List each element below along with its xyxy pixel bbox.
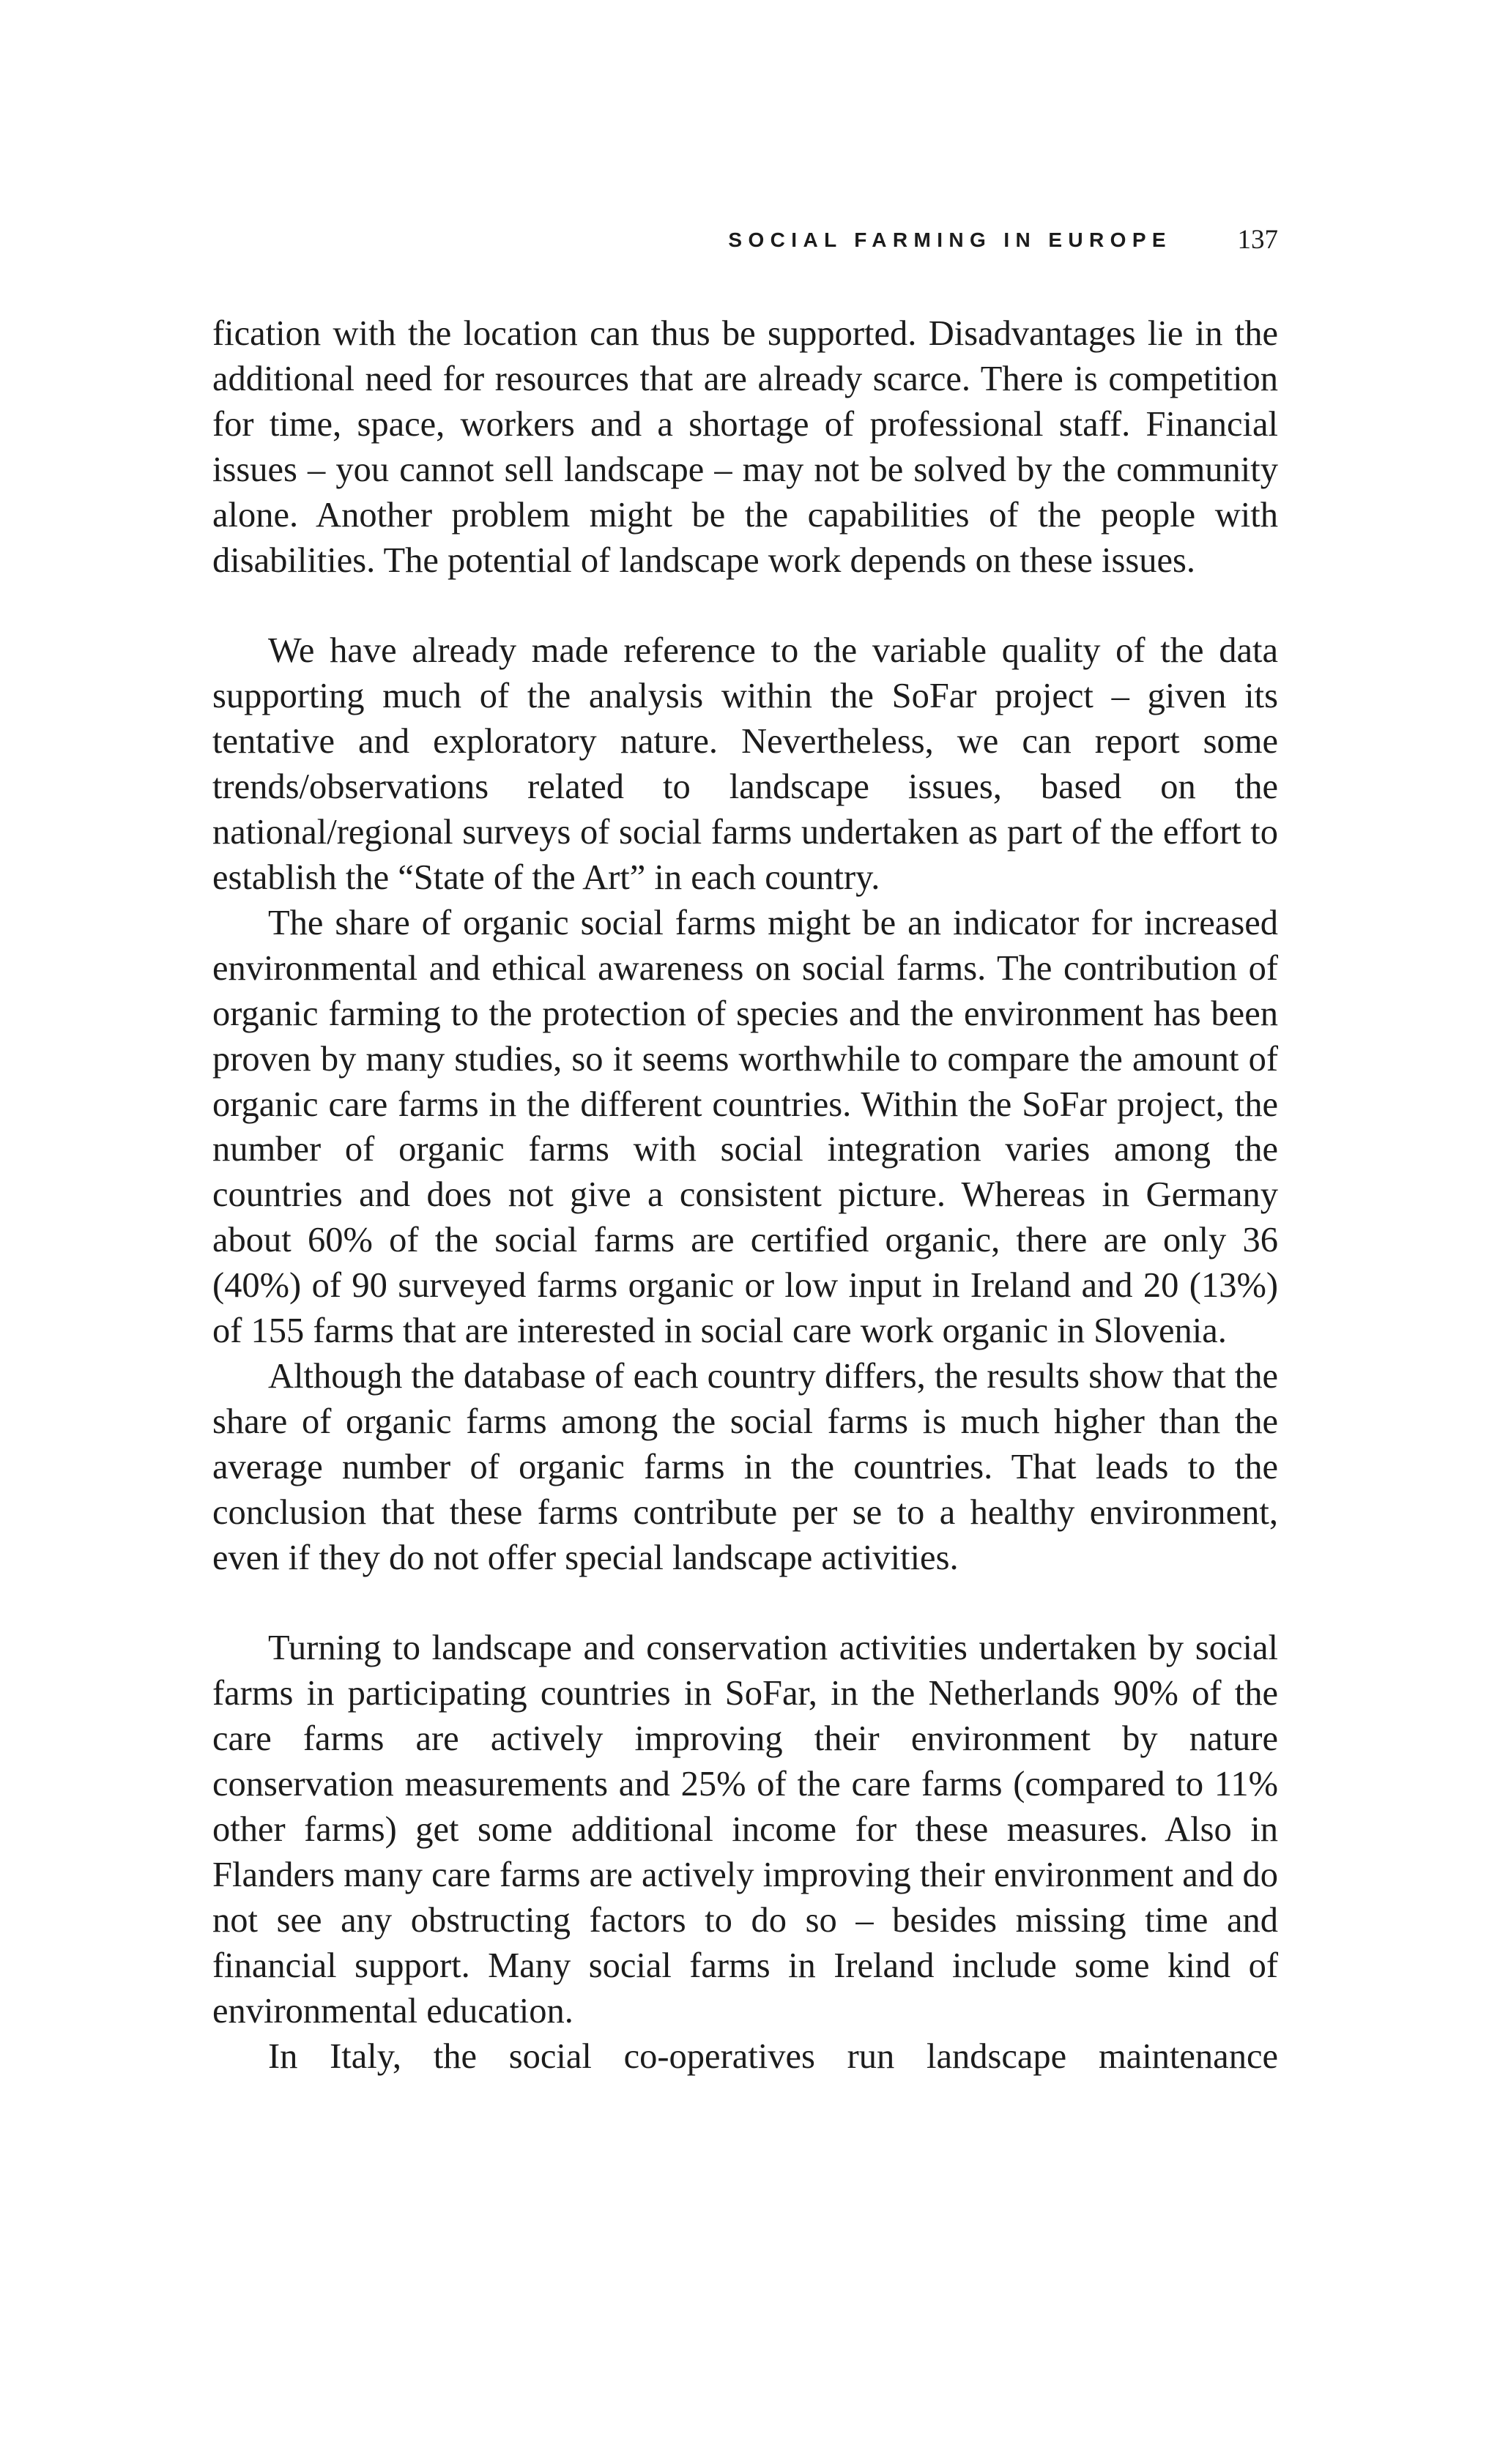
- paragraph: Although the database of each country differs, the results show that the share of organic farms among the social farms is much higher than the average number of organic farms in the countries. That leads to the conclusion that these farms contribute per se to a healthy environment, even if they do not offer special landscape activities.: [212, 1356, 1278, 1577]
- page-number: 137: [1237, 225, 1278, 255]
- body-text: [212, 311, 1278, 2080]
- paragraph-continued: fication with the location can thus be supported. Disadvantages lie in the additional need for resources that are already scarce. There is competition for time, space, workers and a shortage of professional staff. Financial issues – you cannot sell landscape – may not be solved by the community alone. Another problem might be the capabilities of the people with disabilities. The potential of landscape work depends on these issues.: [212, 314, 1278, 580]
- paragraph: Turning to landscape and conservation activities undertaken by social farms in participating countries in SoFar, in the Netherlands 90% of the care farms are actively improving their environment by nature conservation measurements and 25% of the care farms (compared to 11% other farms) get some additional income for these measures. Also in Flanders many care farms are actively improving their environment and do not see any obstructing factors to do so – besides missing time and financial support. Many social farms in Ireland include some kind of environmental education.: [212, 1629, 1278, 2031]
- paragraph: We have already made reference to the variable quality of the data supporting much of the analysis within the SoFar project – given its tentative and exploratory nature. Nevertheless, we can report some trends/observations related to landscape issues, based on the national/regional surveys of social farms undertaken as part of the effort to establish the “State of the Art” in each country.: [212, 631, 1278, 897]
- page-header: [212, 226, 1278, 255]
- paragraph: The share of organic social farms might be an indicator for increased environmental and ethical awareness on social farms. The contribution of organic farming to the protection of species and the environment has been proven by many studies, so it seems worthwhile to compare the amount of organic care farms in the different countries. Within the SoFar project, the number of organic farms with social integration varies among the countries and does not give a consistent picture. Whereas in Germany about 60% of the social farms are certified organic, there are only 36 (40%) of 90 surveyed farms organic or low input in Ireland and 20 (13%) of 155 farms that are interested in social care work organic in Slovenia.: [212, 903, 1278, 1351]
- running-head: SOCIAL FARMING IN EUROPE: [728, 228, 1172, 251]
- paragraph-last: In Italy, the social co-operatives run landscape maintenance: [268, 2036, 1278, 2076]
